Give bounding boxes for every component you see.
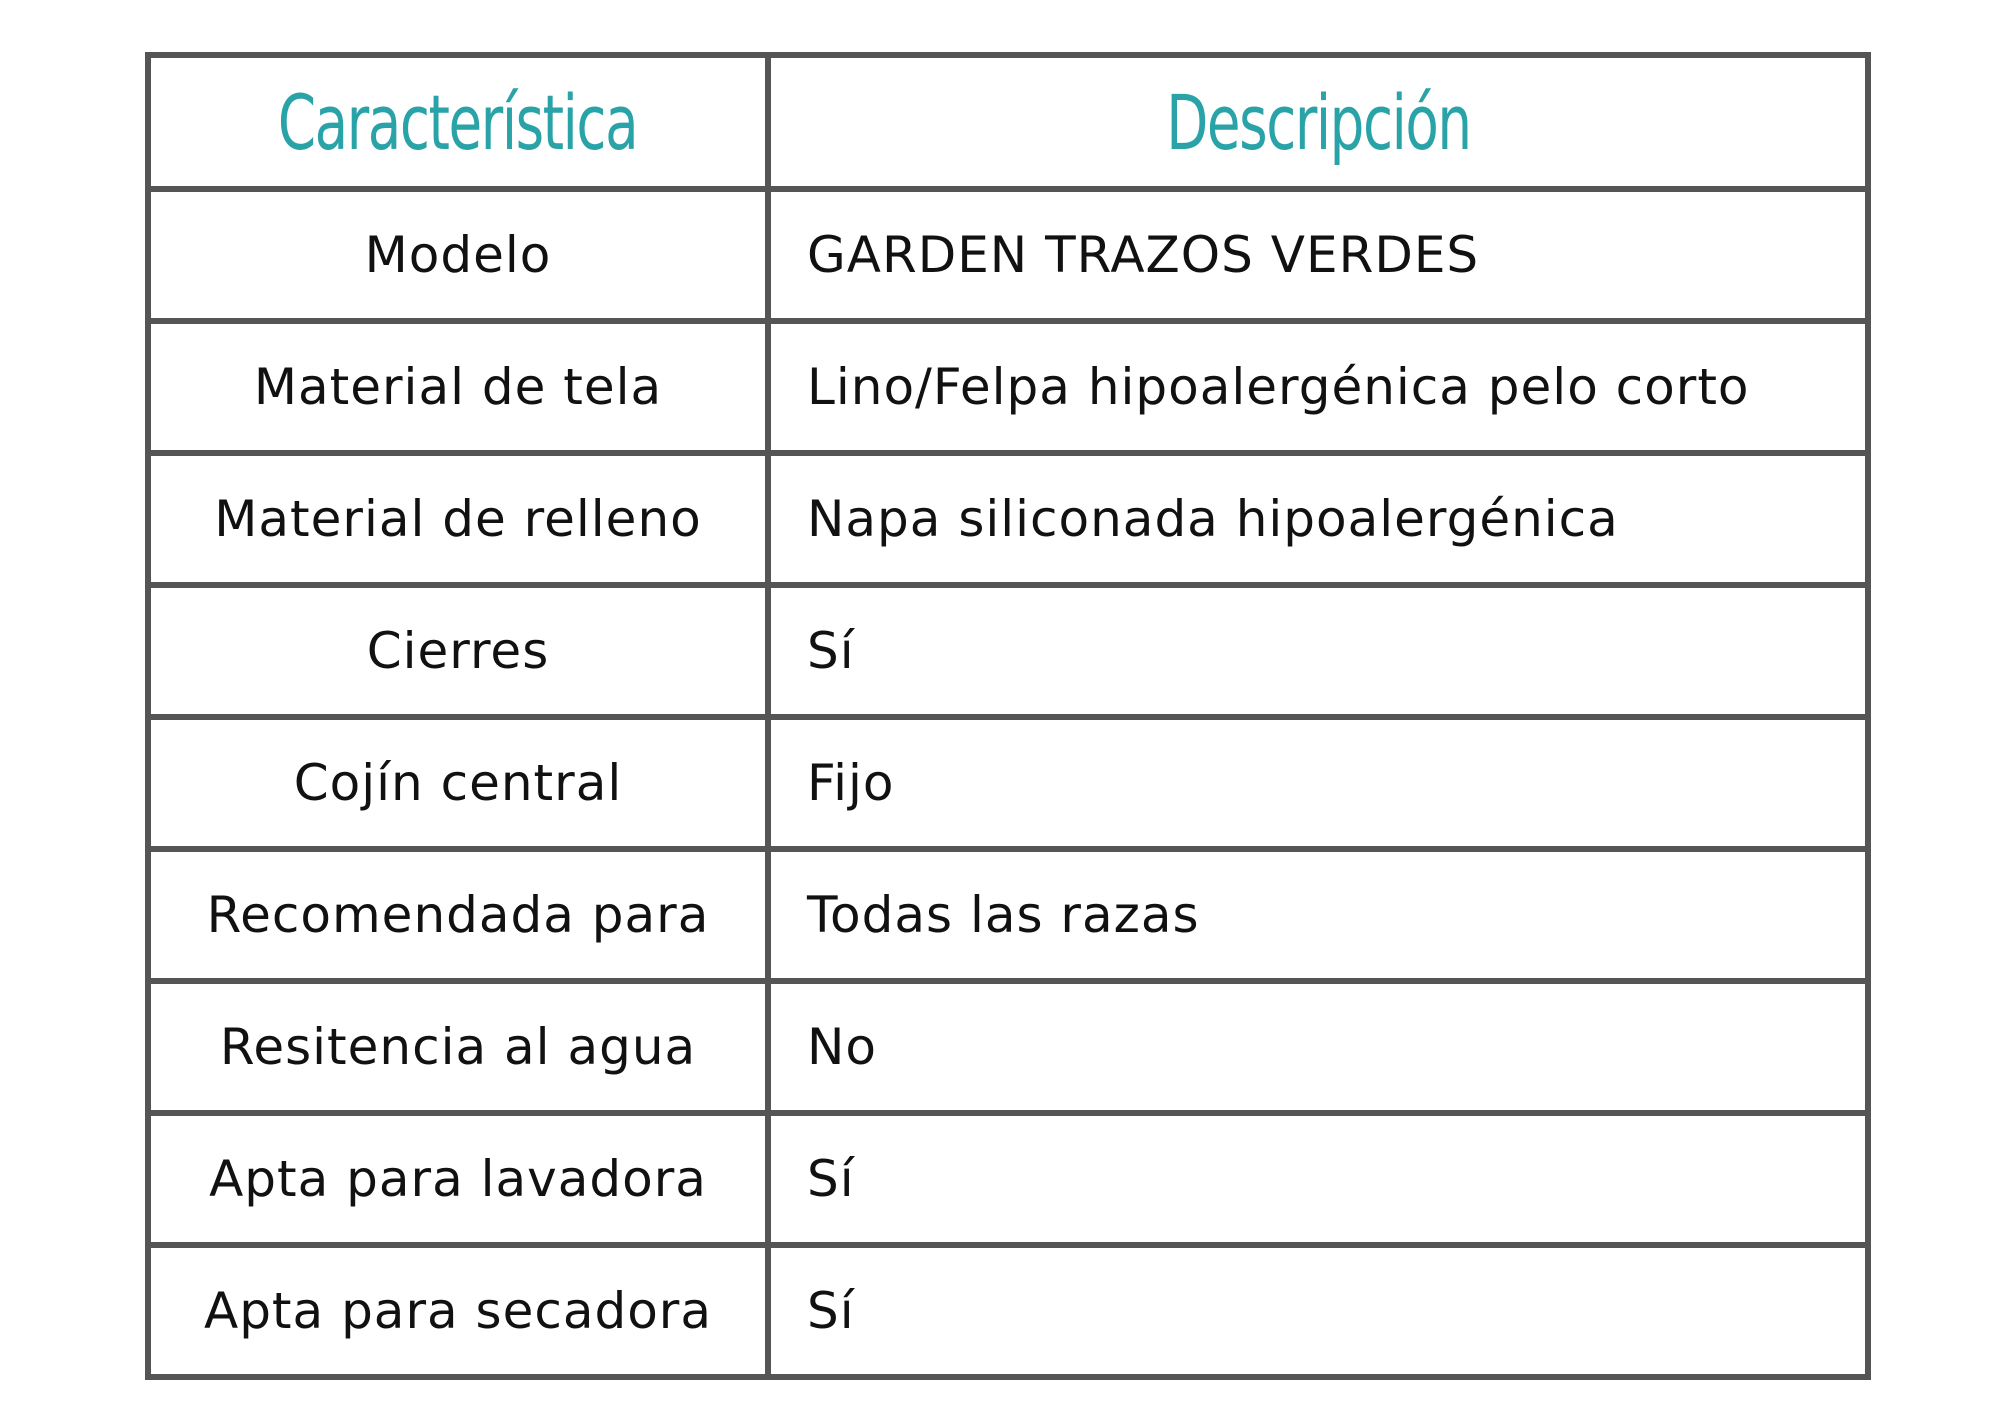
feature-cell: Cojín central xyxy=(148,717,768,849)
table-row xyxy=(148,585,1868,717)
value-cell: Todas las razas xyxy=(768,849,1868,981)
table-row xyxy=(148,981,1868,1113)
feature-cell: Apta para secadora xyxy=(148,1245,768,1377)
value-cell: Napa siliconada hipoalergénica xyxy=(768,453,1868,585)
value-cell: No xyxy=(768,981,1868,1113)
table-body xyxy=(148,189,1868,1377)
header-feature xyxy=(148,55,768,189)
feature-cell: Apta para lavadora xyxy=(148,1113,768,1245)
feature-cell: Recomendada para xyxy=(148,849,768,981)
table-row xyxy=(148,453,1868,585)
value-cell: Lino/Felpa hipoalergénica pelo corto xyxy=(768,321,1868,453)
table-row xyxy=(148,849,1868,981)
table-header xyxy=(148,55,1868,189)
feature-cell: Modelo xyxy=(148,189,768,321)
value-cell: Sí xyxy=(768,1245,1868,1377)
spec-table xyxy=(145,52,1871,1380)
value-cell: Fijo xyxy=(768,717,1868,849)
table-row xyxy=(148,1245,1868,1377)
feature-cell: Cierres xyxy=(148,585,768,717)
header-description xyxy=(768,55,1868,189)
header-feature-label: Característica xyxy=(278,77,638,167)
value-cell: Sí xyxy=(768,585,1868,717)
feature-cell: Material de tela xyxy=(148,321,768,453)
table-row xyxy=(148,1113,1868,1245)
table-row xyxy=(148,321,1868,453)
feature-cell: Material de relleno xyxy=(148,453,768,585)
header-description-label: Descripción xyxy=(1165,77,1471,167)
feature-cell: Resitencia al agua xyxy=(148,981,768,1113)
table-row xyxy=(148,717,1868,849)
value-cell: Sí xyxy=(768,1113,1868,1245)
table-row xyxy=(148,189,1868,321)
value-cell: GARDEN TRAZOS VERDES xyxy=(768,189,1868,321)
header-row xyxy=(148,55,1868,189)
